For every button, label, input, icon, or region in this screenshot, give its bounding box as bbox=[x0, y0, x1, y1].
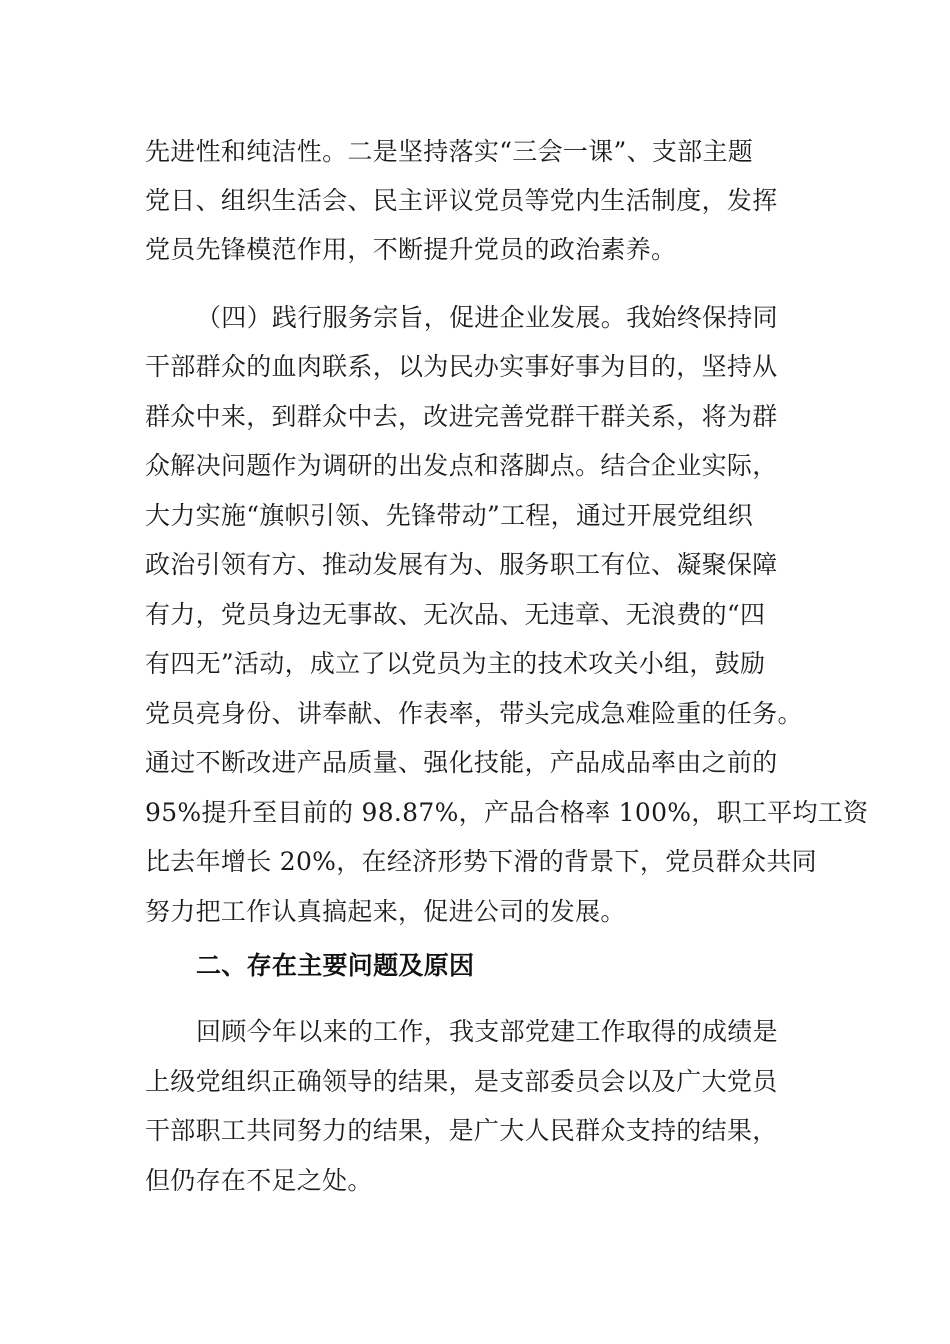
paragraph-2-line-12: 比去年增长 20%，在经济形势下滑的背景下，党员群众共同 bbox=[145, 847, 817, 876]
paragraph-2-line-10: 通过不断改进产品质量、强化技能，产品成品率由之前的 bbox=[145, 748, 778, 777]
paragraph-2-line-3: 群众中来，到群众中去，改进完善党群干群关系，将为群 bbox=[145, 402, 778, 431]
section-heading: 二、存在主要问题及原因 bbox=[196, 951, 475, 980]
paragraph-2-line-11: 95%提升至目前的 98.87%，产品合格率 100%，职工平均工资 bbox=[145, 798, 869, 827]
paragraph-3-line-3: 干部职工共同努力的结果，是广大人民群众支持的结果， bbox=[145, 1116, 778, 1145]
paragraph-1-line-3: 党员先锋模范作用，不断提升党员的政治素养。 bbox=[145, 235, 677, 264]
paragraph-2-line-13: 努力把工作认真搞起来，促进公司的发展。 bbox=[145, 897, 626, 926]
paragraph-2-line-9: 党员亮身份、讲奉献、作表率，带头完成急难险重的任务。 bbox=[145, 699, 803, 728]
paragraph-3-line-2: 上级党组织正确领导的结果，是支部委员会以及广大党员 bbox=[145, 1067, 778, 1096]
paragraph-2-line-2: 干部群众的血肉联系，以为民办实事好事为目的，坚持从 bbox=[145, 352, 778, 381]
paragraph-3-line-1: 回顾今年以来的工作，我支部党建工作取得的成绩是 bbox=[196, 1017, 778, 1046]
paragraph-2-line-6: 政治引领有方、推动发展有为、服务职工有位、凝聚保障 bbox=[145, 550, 778, 579]
paragraph-2-line-5: 大力实施“旗帜引领、先锋带动”工程，通过开展党组织 bbox=[145, 501, 754, 530]
paragraph-2-line-8: 有四无”活动，成立了以党员为主的技术攻关小组，鼓励 bbox=[145, 649, 766, 678]
paragraph-2-line-4: 众解决问题作为调研的出发点和落脚点。结合企业实际， bbox=[145, 451, 778, 480]
paragraph-1-line-2: 党日、组织生活会、民主评议党员等党内生活制度，发挥 bbox=[145, 186, 778, 215]
paragraph-3-line-4: 但仍存在不足之处。 bbox=[145, 1166, 373, 1195]
paragraph-2-line-7: 有力，党员身边无事故、无次品、无违章、无浪费的“四 bbox=[145, 600, 766, 629]
paragraph-2-line-1: （四）践行服务宗旨，促进企业发展。我始终保持同 bbox=[196, 303, 778, 332]
paragraph-1-line-1: 先进性和纯洁性。二是坚持落实“三会一课”、支部主题 bbox=[145, 137, 754, 166]
